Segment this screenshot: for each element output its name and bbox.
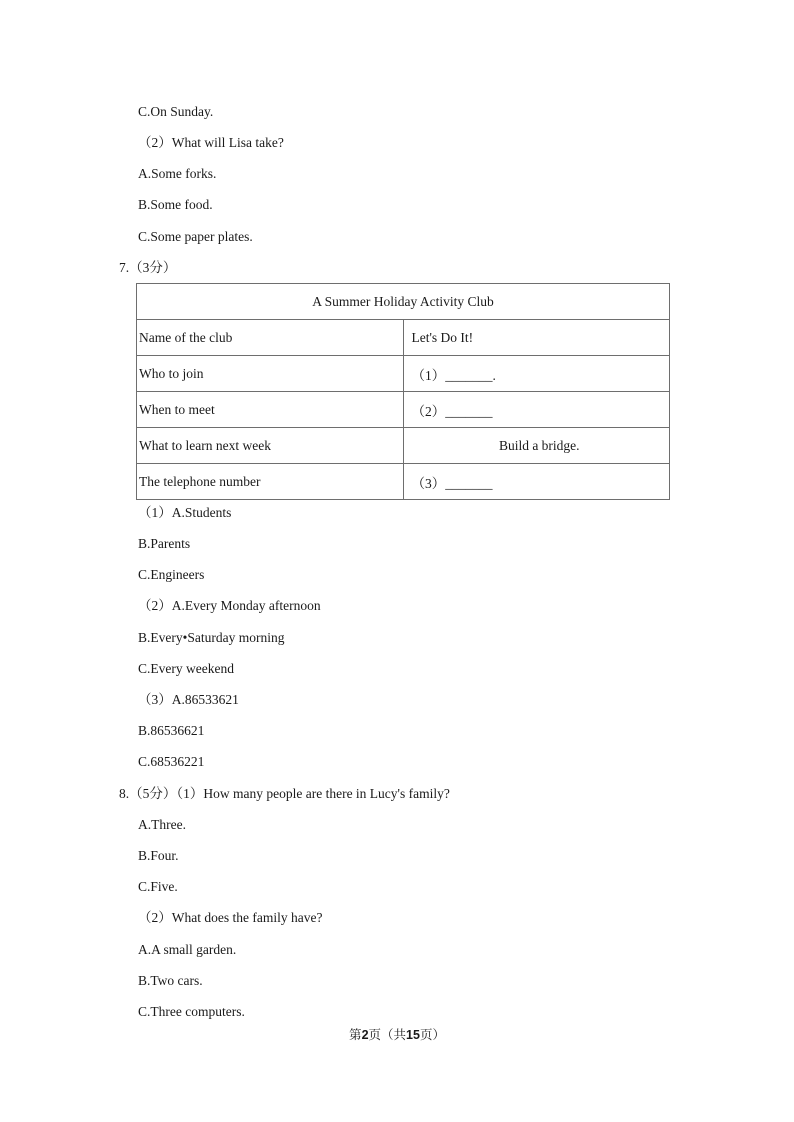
q7-option: C.Engineers (138, 567, 205, 582)
q7-number: 7.（3分） (119, 260, 177, 275)
q6-sub-question-2: （2）What will Lisa take? (138, 135, 284, 150)
q8-option: A.Three. (138, 817, 186, 832)
q6-option-a2: A.Some forks. (138, 166, 217, 181)
table-row-value: （3）_______ (403, 464, 670, 500)
q8-option: B.Four. (138, 848, 179, 863)
table-row-value: （1）_______. (403, 356, 670, 392)
q8-sub-question-2: （2）What does the family have? (138, 910, 323, 925)
table-title: A Summer Holiday Activity Club (137, 284, 670, 320)
q7-option: （1）A.Students (138, 505, 232, 520)
q8-option: B.Two cars. (138, 973, 203, 988)
footer-total-pages: 15 (406, 1028, 420, 1042)
page-footer (0, 1026, 794, 1044)
q7-option: B.86536621 (138, 723, 205, 738)
q8-option: C.Three computers. (138, 1004, 245, 1019)
footer-middle: 页（共 (368, 1028, 407, 1042)
q8-option: C.Five. (138, 879, 178, 894)
q8-option: A.A small garden. (138, 942, 237, 957)
table-row (137, 356, 670, 392)
table-title-row (137, 284, 670, 320)
table-row-label: What to learn next week (137, 428, 404, 464)
q7-option: C.Every weekend (138, 661, 234, 676)
q6-option-c2: C.Some paper plates. (138, 229, 253, 244)
q6-option-c1: C.On Sunday. (138, 104, 214, 119)
table-row-label: Name of the club (137, 320, 404, 356)
activity-club-table (136, 283, 670, 500)
footer-page-number: 2 (361, 1028, 369, 1042)
table-row-value: Build a bridge. (403, 428, 670, 464)
table-row-label: The telephone number (137, 464, 404, 500)
q7-option: （3）A.86533621 (138, 692, 239, 707)
q7-option: B.Parents (138, 536, 191, 551)
table-row (137, 392, 670, 428)
q6-option-b2: B.Some food. (138, 197, 213, 212)
q8-question: 8.（5分）（1）How many people are there in Lucy's family? (119, 786, 450, 801)
q7-option: B.Every•Saturday morning (138, 630, 285, 645)
table-row-label: Who to join (137, 356, 404, 392)
q7-option: （2）A.Every Monday afternoon (138, 598, 321, 613)
footer-suffix: 页） (419, 1028, 445, 1042)
table-row (137, 428, 670, 464)
table-row-value: （2）_______ (403, 392, 670, 428)
footer-prefix: 第 (349, 1028, 362, 1042)
table-row (137, 320, 670, 356)
table-row-value: Let's Do It! (403, 320, 670, 356)
q7-option: C.68536221 (138, 754, 205, 769)
table-row-label: When to meet (137, 392, 404, 428)
table-row (137, 464, 670, 500)
